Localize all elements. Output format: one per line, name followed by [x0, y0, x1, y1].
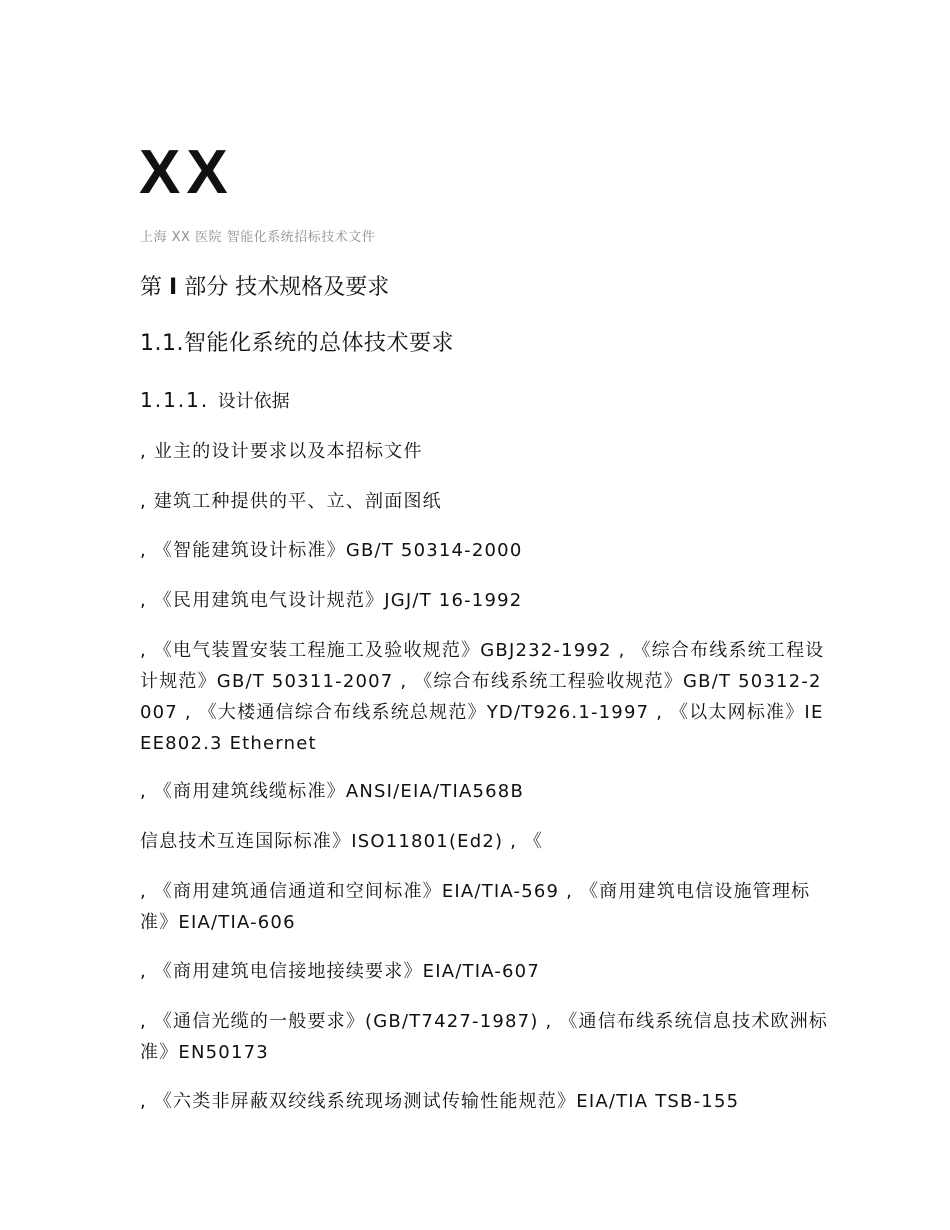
paragraph-pathways-spaces-standard: , 《商用建筑通信通道和空间标准》EIA/TIA-569 , 《商用建筑电信设施管理标准》EIA/TIA-606 — [140, 881, 811, 933]
paragraph-civil-electrical-code: , 《民用建筑电气设计规范》JGJ/T 16-1992 — [140, 590, 523, 611]
subsection-heading-number: 1.1.1. — [140, 388, 210, 412]
part-heading — [140, 273, 389, 303]
section-heading: 1.1.智能化系统的总体技术要求 — [140, 331, 454, 356]
paragraph-commercial-cabling-standard: , 《商用建筑线缆标准》ANSI/EIA/TIA568B — [140, 781, 525, 802]
paragraph-building-drawings: , 建筑工种提供的平、立、剖面图纸 — [140, 491, 442, 512]
part-heading-prefix: 第 — [140, 275, 163, 300]
paragraph-owner-requirements: , 业主的设计要求以及本招标文件 — [140, 441, 423, 462]
paragraph-intelligent-building-standard: , 《智能建筑设计标准》GB/T 50314-2000 — [140, 540, 523, 561]
subsection-heading — [140, 386, 290, 416]
part-heading-number: I — [169, 275, 178, 300]
paragraph-cat6-field-test-spec: , 《六类非屏蔽双绞线系统现场测试传输性能规范》EIA/TIA TSB-155 — [140, 1091, 740, 1112]
paragraph-optical-cable-requirements: , 《通信光缆的一般要求》(GB/T7427-1987) , 《通信布线系统信息技术欧洲标准》EN50173 — [140, 1011, 829, 1063]
paragraph-installation-standards: , 《电气装置安装工程施工及验收规范》GBJ232-1992 , 《综合布线系统工程设计规范》GB/T 50311-2007 , 《综合布线系统工程验收规范》GB/T 50312-2007 , 《大楼通信综合布线系统总规范》YD/T926.1-1997 , 《以太网标准》IEEE802.3 Ethernet — [140, 640, 825, 754]
paragraph-iso-standard: 信息技术互连国际标准》ISO11801(Ed2) , 《 — [140, 831, 544, 852]
paragraph-grounding-requirements: , 《商用建筑电信接地接续要求》EIA/TIA-607 — [140, 961, 540, 982]
document-title: XX — [139, 138, 234, 207]
document-subtitle: 上海 XX 医院 智能化系统招标技术文件 — [140, 230, 376, 245]
part-heading-text: 部分 技术规格及要求 — [184, 275, 390, 300]
subsection-heading-text: 设计依据 — [217, 391, 290, 412]
